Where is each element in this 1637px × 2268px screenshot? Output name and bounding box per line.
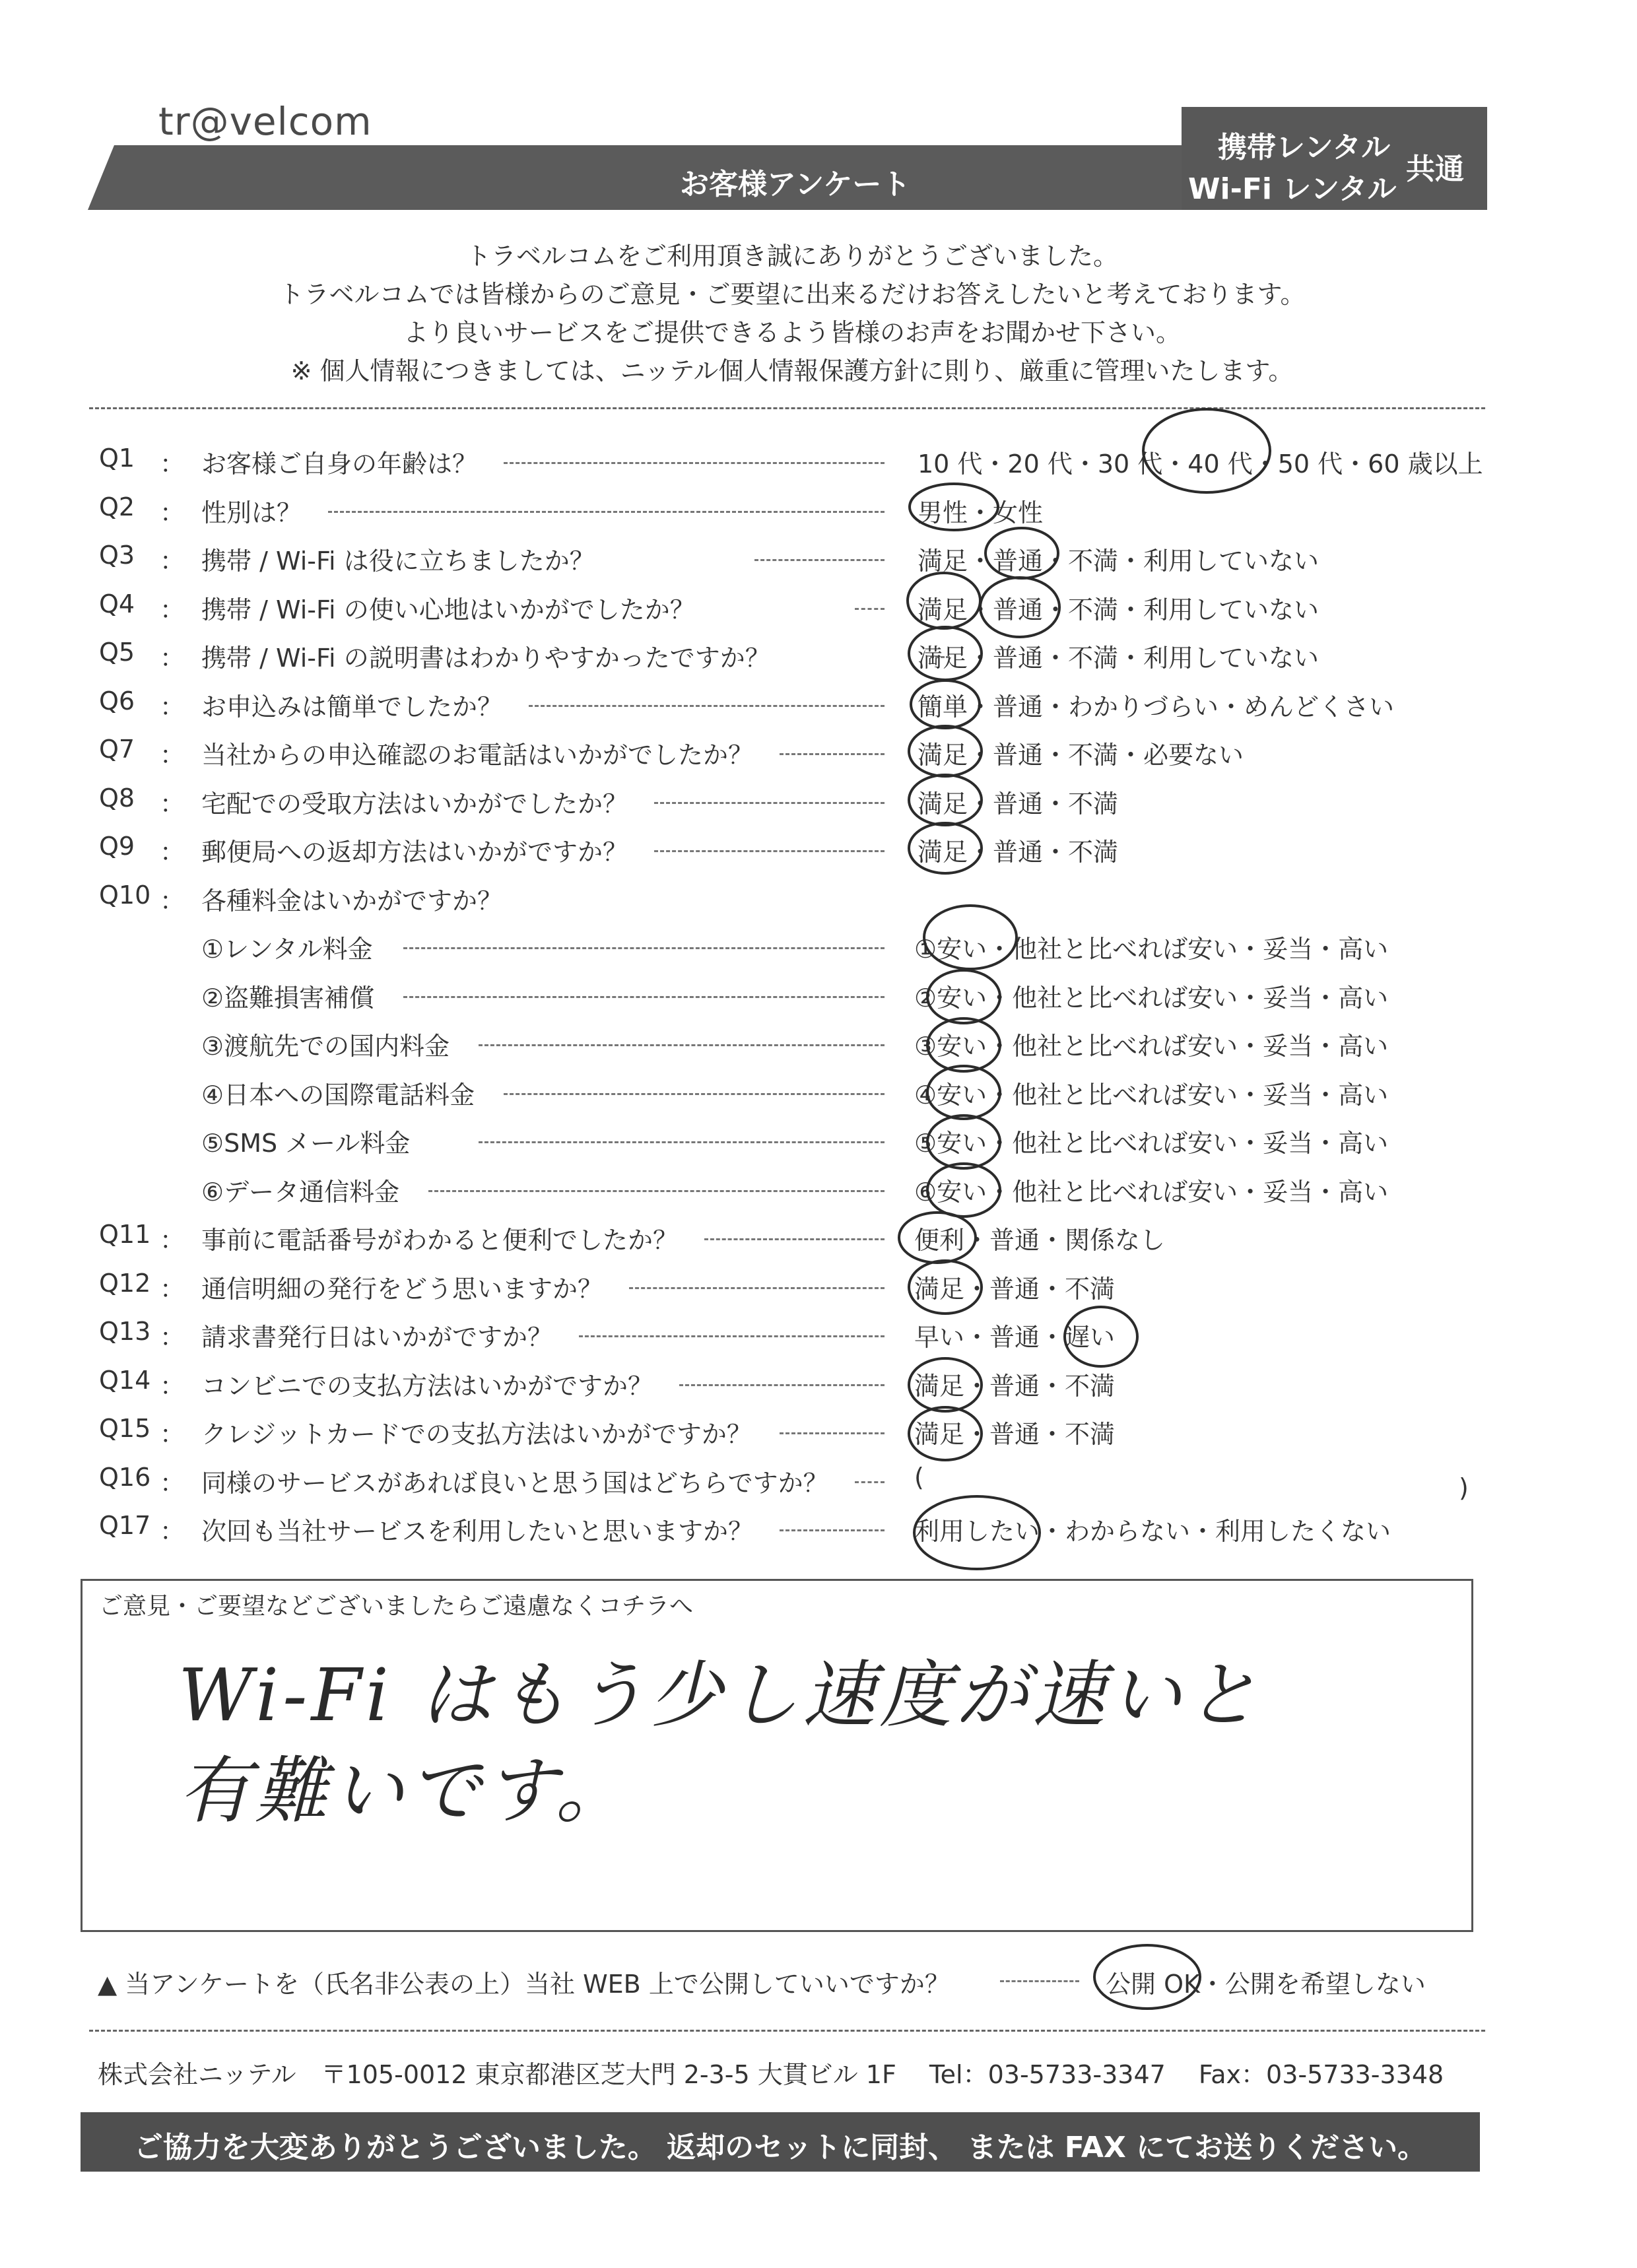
answer-options[interactable]: 早い・普通・遅い: [914, 1323, 1116, 1352]
leader-dashes: [529, 705, 885, 707]
answer-options[interactable]: 満足・普通・不満・利用していない: [918, 595, 1320, 624]
question-number: Q11: [99, 1220, 151, 1249]
question-colon: ：: [160, 1226, 185, 1255]
question-text: ①レンタル料金: [201, 935, 373, 964]
question-number: Q2: [99, 492, 135, 521]
question-colon: ：: [160, 498, 185, 527]
answer-options[interactable]: 満足・普通・不満: [914, 1372, 1116, 1401]
intro-line: トラベルコムをご利用頂き誠にありがとうございました。: [465, 242, 1118, 271]
leader-dashes: [679, 1384, 885, 1386]
question-number: Q7: [99, 735, 135, 764]
question-text: 宅配での受取方法はいかがでしたか？: [201, 789, 628, 818]
answer-options[interactable]: ①安い・他社と比べれば安い・妥当・高い: [914, 935, 1389, 964]
question-number: Q13: [99, 1317, 151, 1346]
question-text: ④日本への国際電話料金: [201, 1081, 475, 1110]
leader-dashes: [780, 1529, 885, 1531]
intro-line: より良いサービスをご提供できるよう皆様のお声をお聞かせ下さい。: [403, 318, 1181, 347]
question-colon: ：: [160, 741, 185, 770]
question-colon: ：: [160, 1275, 185, 1304]
question-colon: ：: [160, 644, 185, 673]
intro-line: ※ 個人情報につきましては、ニッテル個人情報保護方針に則り、厳重に管理いたします。: [290, 356, 1294, 385]
question-text: 同様のサービスがあれば良いと思う国はどちらですか？: [201, 1469, 828, 1498]
question-colon: ：: [160, 1372, 185, 1401]
question-text: 携帯 / Wi-Fi は役に立ちましたか？: [201, 547, 595, 576]
leader-dashes: [403, 947, 885, 949]
question-colon: ：: [160, 838, 185, 867]
answer-options[interactable]: 満足・普通・不満・利用していない: [918, 644, 1320, 673]
answer-options[interactable]: 男性・女性: [918, 498, 1044, 527]
travelcom-logo: tr@velcom: [158, 99, 372, 144]
question-number: Q6: [99, 686, 135, 716]
intro-line: トラベルコムでは皆様からのご意見・ご要望に出来るだけお答えしたいと考えております。: [279, 280, 1306, 309]
leader-dashes: [579, 1335, 885, 1337]
question-colon: ：: [160, 450, 185, 479]
company-contact: 株式会社ニッテル 〒105-0012 東京都港区芝大門 2-3-5 大貫ビル 1F Tel：03-5733-3347 Fax：03-5733-3348: [98, 2060, 1444, 2089]
handwritten-comment-line: Wi-Fi はもう少し速度が速いと: [178, 1653, 1262, 1737]
question-text: 郵便局への返却方法はいかがですか？: [201, 838, 628, 867]
leader-dashes: [654, 802, 885, 804]
leader-dashes: [403, 996, 885, 998]
question-text: ⑥データ通信料金: [201, 1178, 400, 1207]
answer-options[interactable]: 簡単・普通・わかりづらい・めんどくさい: [918, 692, 1395, 721]
leader-dashes: [780, 753, 885, 755]
leader-dashes: [754, 559, 885, 561]
question-text: 携帯 / Wi-Fi の説明書はわかりやすかったですか？: [201, 644, 770, 673]
question-number: Q9: [99, 832, 135, 861]
answer-options[interactable]: 満足・普通・不満: [918, 838, 1119, 867]
answer-options[interactable]: ②安い・他社と比べれば安い・妥当・高い: [914, 984, 1389, 1013]
leader-dashes: [1000, 1980, 1079, 1982]
form-title: お客様アンケート: [680, 168, 911, 201]
leader-dashes: [479, 1141, 885, 1143]
publish-options: 公開 OK・公開を希望しない: [1106, 1970, 1426, 1999]
leader-dashes: [629, 1287, 885, 1289]
question-colon: ：: [160, 1323, 185, 1352]
question-text: 性別は？: [201, 498, 302, 527]
question-text: ③渡航先での国内料金: [201, 1032, 450, 1061]
answer-options[interactable]: 満足・普通・不満: [918, 789, 1119, 818]
question-text: コンビニでの支払方法はいかがですか？: [201, 1372, 653, 1401]
question-colon: ：: [160, 1517, 185, 1546]
question-number: Q14: [99, 1366, 151, 1395]
question-text: 携帯 / Wi-Fi の使い心地はいかがでしたか？: [201, 595, 695, 624]
answer-options[interactable]: ③安い・他社と比べれば安い・妥当・高い: [914, 1032, 1389, 1061]
answer-options[interactable]: 便利・普通・関係なし: [914, 1226, 1166, 1255]
answer-options[interactable]: 満足・普通・不満・利用していない: [918, 547, 1320, 576]
answer-options[interactable]: ⑥安い・他社と比べれば安い・妥当・高い: [914, 1178, 1389, 1207]
question-text: 通信明細の発行をどう思いますか？: [201, 1275, 603, 1304]
answer-options[interactable]: 利用したい・わからない・利用したくない: [914, 1517, 1391, 1546]
question-number: Q15: [99, 1414, 151, 1443]
question-number: Q8: [99, 784, 135, 813]
answer-options[interactable]: 満足・普通・不満: [914, 1275, 1116, 1304]
question-text: クレジットカードでの支払方法はいかがですか？: [201, 1420, 752, 1449]
question-text: 各種料金はいかがですか？: [201, 886, 503, 916]
question-colon: ：: [160, 547, 185, 576]
leader-dashes: [479, 1044, 885, 1046]
question-number: Q4: [99, 589, 135, 618]
question-number: Q16: [99, 1463, 151, 1492]
answer-options[interactable]: ④安い・他社と比べれば安い・妥当・高い: [914, 1081, 1389, 1110]
leader-dashes: [855, 1481, 885, 1483]
leader-dashes: [654, 850, 885, 852]
answer-options[interactable]: 満足・普通・不満: [914, 1420, 1116, 1449]
question-colon: ：: [160, 692, 185, 721]
footer-message: ご協力を大変ありがとうございました。 返却のセットに同封、 または FAX にてお送りください。: [133, 2131, 1427, 2164]
comment-label: ご意見・ご要望などございましたらご遠慮なくコチラへ: [99, 1593, 694, 1620]
question-number: Q10: [99, 881, 151, 910]
divider: [89, 2030, 1485, 2032]
question-colon: ：: [160, 789, 185, 818]
question-text: 請求書発行日はいかがですか？: [201, 1323, 553, 1352]
handwritten-comment-line: 有難いです。: [178, 1749, 632, 1833]
leader-dashes: [428, 1190, 885, 1192]
leader-dashes: [855, 608, 885, 610]
question-number: Q17: [99, 1511, 151, 1540]
service-common-label: 共通: [1406, 152, 1464, 186]
question-text: ⑤SMS メール料金: [201, 1129, 411, 1158]
q16-close-paren: ): [1459, 1473, 1469, 1502]
answer-options[interactable]: 満足・普通・不満・必要ない: [918, 741, 1244, 770]
question-text: お客様ご自身の年齢は？: [201, 450, 478, 479]
leader-dashes: [780, 1432, 885, 1434]
question-number: Q3: [99, 541, 135, 570]
question-text: 事前に電話番号がわかると便利でしたか？: [201, 1226, 679, 1255]
question-number: Q1: [99, 444, 135, 473]
question-text: 当社からの申込確認のお電話はいかがでしたか？: [201, 741, 754, 770]
answer-options[interactable]: 10 代・20 代・30 代・40 代・50 代・60 歳以上: [918, 450, 1483, 479]
answer-options[interactable]: ⑤安い・他社と比べれば安い・妥当・高い: [914, 1129, 1389, 1158]
question-text: ②盗難損害補償: [201, 984, 375, 1013]
question-colon: ：: [160, 1469, 185, 1498]
question-colon: ：: [160, 886, 185, 916]
publish-question: ▲ 当アンケートを（氏名非公表の上）当社 WEB 上で公開していいですか？: [98, 1970, 950, 1999]
question-colon: ：: [160, 1420, 185, 1449]
question-text: 次回も当社サービスを利用したいと思いますか？: [201, 1517, 754, 1546]
leader-dashes: [328, 511, 885, 513]
service-wifi-rental: Wi-Fi レンタル: [1188, 172, 1397, 206]
divider: [89, 407, 1485, 409]
question-text: お申込みは簡単でしたか？: [201, 692, 503, 721]
question-colon: ：: [160, 595, 185, 624]
answer-options[interactable]: (: [914, 1463, 924, 1492]
question-number: Q12: [99, 1269, 151, 1298]
leader-dashes: [504, 1093, 885, 1095]
leader-dashes: [704, 1238, 885, 1240]
leader-dashes: [504, 462, 885, 464]
question-number: Q5: [99, 638, 135, 667]
service-mobile-rental: 携帯レンタル: [1218, 131, 1391, 164]
